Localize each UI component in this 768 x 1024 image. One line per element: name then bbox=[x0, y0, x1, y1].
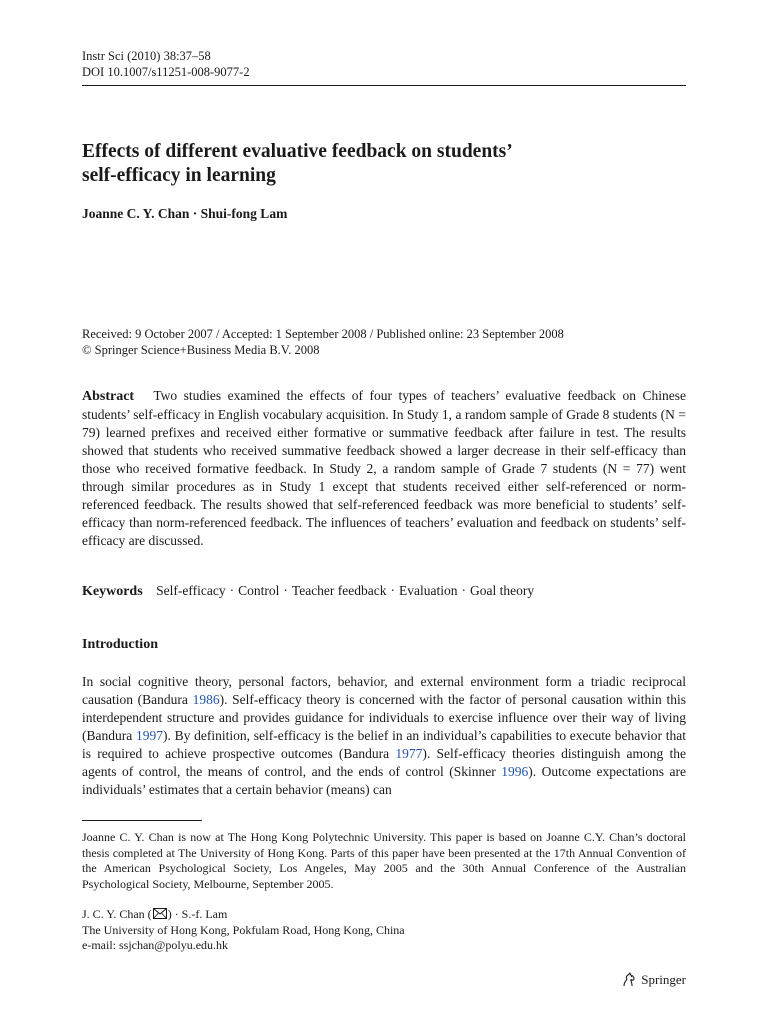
intro-text: ). Self-efficacy theories distinguish among the agents of control, the means of control, and the ends of control (Skinner bbox=[82, 746, 686, 779]
keyword-separator: · bbox=[283, 583, 288, 598]
article-title bbox=[82, 140, 686, 188]
abstract-text: Two studies examined the effects of four types of teachers’ evaluative feedback on Chinese students’ self-efficacy in English vocabulary acquisition. In Study 1, a random sample of Grade 8 students (N = 79) learned prefixes and received either formative or summative feedback after failure in test. The results showed that students who received summative feedback showed a larger decrease in their self-efficacy than those who received formative feedback. In Study 2, a random sample of Grade 7 students (N = 77) went through similar procedures as in Study 1 except that students received either self-referenced or norm-referenced feedback. The results showed that self-referenced feedback was more beneficial to students’ self-efficacy than norm-referenced feedback. The influences of teachers’ evaluation and feedback on students’ self-efficacy are discussed. bbox=[82, 388, 686, 548]
section-heading-introduction: Introduction bbox=[82, 637, 158, 652]
journal-citation: Instr Sci (2010) 38:37–58 bbox=[82, 49, 211, 63]
copyright-line: © Springer Science+Business Media B.V. 2008 bbox=[82, 343, 320, 357]
keyword-item: Teacher feedback bbox=[291, 583, 387, 598]
publisher-logo bbox=[621, 972, 686, 988]
keyword-separator: · bbox=[461, 583, 466, 598]
springer-horse-icon bbox=[621, 972, 637, 988]
abstract-label: Abstract bbox=[82, 389, 135, 404]
keyword-item: Evaluation bbox=[399, 583, 458, 598]
citation-link[interactable]: 1997 bbox=[135, 728, 163, 743]
correspondence-block bbox=[82, 907, 405, 954]
dates-line: Received: 9 October 2007 / Accepted: 1 September 2008 / Published online: 23 September 2008 bbox=[82, 327, 564, 341]
header-rule bbox=[82, 85, 686, 86]
correspondence-email[interactable]: e-mail: ssjchan@polyu.edu.hk bbox=[82, 938, 229, 952]
title-line-2: self-efficacy in learning bbox=[82, 165, 276, 186]
citation-link[interactable]: 1996 bbox=[501, 764, 529, 779]
journal-header bbox=[82, 48, 250, 80]
envelope-icon bbox=[153, 908, 167, 919]
introduction-paragraph bbox=[82, 673, 686, 799]
keywords-label: Keywords bbox=[82, 584, 143, 599]
author-list: Joanne C. Y. Chan · Shui-fong Lam bbox=[82, 206, 288, 221]
keywords bbox=[82, 582, 686, 601]
author-footnote: Joanne C. Y. Chan is now at The Hong Kong Polytechnic University. This paper is based on Joanne C.Y. Chan’s doctoral thesis completed at The University of Hong Kong. Parts of this paper have been presented at the 17th Annual Convention of the American Psychological Society, Los Angeles, May 2005 and the 30th Annual Conference of the Australian Psychological Society, Melbourne, September 2005. bbox=[82, 830, 686, 891]
abstract bbox=[82, 387, 686, 550]
contact-name-b: ) · S.-f. Lam bbox=[167, 907, 228, 921]
keyword-separator: · bbox=[229, 583, 235, 598]
paper-page bbox=[82, 0, 686, 1024]
keyword-item: Self-efficacy bbox=[156, 583, 226, 598]
keyword-item: Control bbox=[238, 583, 280, 598]
publication-history bbox=[82, 326, 564, 358]
footnote-rule bbox=[82, 820, 202, 821]
doi: DOI 10.1007/s11251-008-9077-2 bbox=[82, 65, 250, 79]
citation-link[interactable]: 1977 bbox=[395, 746, 423, 761]
keyword-item: Goal theory bbox=[470, 583, 535, 598]
keyword-separator: · bbox=[390, 583, 396, 598]
citation-link[interactable]: 1986 bbox=[192, 692, 220, 707]
title-line-1: Effects of different evaluative feedback on students’ bbox=[82, 141, 513, 162]
intro-text: ). By definition, self-efficacy is the belief in an individual’s capabilities to execute behavior that is required to achieve prospective outcomes (Bandura bbox=[82, 728, 686, 761]
correspondence-address: The University of Hong Kong, Pokfulam Road, Hong Kong, China bbox=[82, 922, 405, 937]
correspondence-names bbox=[82, 907, 405, 923]
publisher-name: Springer bbox=[641, 972, 686, 987]
intro-text: In social cognitive theory, personal factors, behavior, and external environment form a triadic reciprocal causation (Bandura bbox=[82, 674, 686, 707]
intro-text: ). Self-efficacy theory is concerned with the factor of personal causation within this interdependent structure and provides guidance for individuals to exercise influence over their way of living (Bandura bbox=[82, 692, 686, 743]
intro-text: ). Outcome expectations are individuals’ estimates that a certain behavior (means) can bbox=[82, 764, 686, 797]
contact-name-a: J. C. Y. Chan ( bbox=[82, 907, 152, 921]
